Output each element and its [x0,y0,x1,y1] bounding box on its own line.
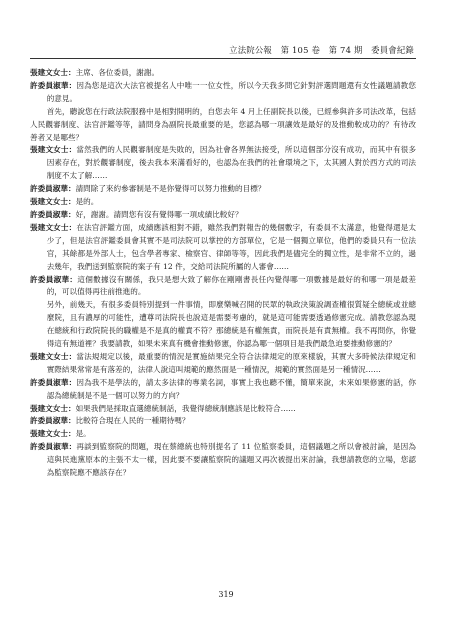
transcript-paragraph [30,441,416,480]
speaker-label: 張建文女士： [30,68,76,77]
speech-text: 在法官評鑑方面，成績應該相對不錯，雖然我們對報告的幾個數字，有委員不太滿意，他覺得還是太少了，但是法官評鑑委員會其實不是司法院可以掌控的方部單位，它是一個獨立單位，他們的委員只有一位法官，其餘都是外部人士，包含學者專家、檢察官、律師等等，因此我們是儘完全的獨立性，是非常不立的，過去幾年，我們送到監察院的案子有 12 件，交給司法院所屬的人審會…… [46,222,417,271]
transcript-paragraph [30,144,416,183]
transcript-paragraph [30,351,416,377]
transcript-paragraph [30,428,416,441]
speaker-label: 許委員淑華： [30,377,77,387]
transcript-paragraph [30,274,416,300]
speech-text: 是。 [75,429,91,439]
speech-text: 另外，前幾天，有很多委員特別提到一件事情，即麼樂喊召開的民眾的執政決策說調查權很質疑全總統或並總麼院，且有濃厚的可能性，遭尊司法院長也說這是需要考慮的，就是這可能需要透過修憲完成。請教您認為現在總統和行政院院長的職權是不是真的權責不符？那總統是有權無責，而院長是有責無權。我不再問你，你覺得這有無道裡？我要請教，如果未來真有機會推動修憲，你認為哪一個項目是我們最急迫要推動修憲的？ [46,300,416,349]
transcript-paragraph [30,183,416,196]
speech-text: 當法規規定以後，最重要的情況是實施結果完全符合法律規定的原來樣貌，其實大多時候法律規定和實際結果常常是有落差的，法律人說這叫規範的應然面是一種情況，規範的實然面是另一種情況…… [46,351,417,374]
speech-text: 這個數據沒有關係，我只是想大致了解你在剛剛書長任內覺得哪一項數據是最好的和哪一項是最差的，可以值得再往前推進的。 [46,274,417,297]
transcript-paragraph [30,209,416,222]
speaker-label: 許委員淑華： [30,209,76,219]
speaker-label: 許委員淑華： [30,274,78,284]
transcript-paragraph [30,415,416,428]
speaker-label: 許委員淑華： [30,416,76,426]
speech-text: 當然我們的人民觀審制度是失敗的，因為社會各界無法接受，所以這個部分沒有成功，而其中有很多因素存在，對於觀審制度，後去我本來滿看好的，也認為在我們的社會環境之下，太其國人對於西方式的司法制度不太了解…… [46,145,417,181]
speaker-label: 張建文女士： [30,197,76,207]
speech-text: 首先，聽說您在行政法院服務中是相對開明的，自您去年 4 月上任副院長以後，已經參與許多司法改革，包括人民觀審制度、法官評鑑等等，請問身為副院長最重要的是，您認為哪一項讓效是最好的及推動較成功的？有待改善者又是哪些？ [30,106,416,142]
header-rule [30,58,416,59]
running-head: 立法院公報 第 105 卷 第 74 期 委員會紀錄 [229,45,414,55]
speech-text: 主席、各位委員，謝謝。 [75,68,160,77]
speaker-label: 張建文女士： [30,222,77,232]
speech-text: 如果我們是採取直選總統制話，我覺得總統制應該是比較符合…… [75,403,296,413]
speaker-label: 張建文女士： [30,351,77,361]
speech-text: 好，謝謝。請問您有沒有覺得哪一項成績比較好？ [75,209,243,219]
speaker-label: 許委員淑華： [30,80,77,90]
transcript-paragraph [30,377,416,403]
page-number: 319 [218,590,234,599]
transcript-paragraph [30,67,416,80]
transcript-paragraph [30,106,416,145]
speech-text: 是的。 [75,197,99,207]
transcript-paragraph [30,222,416,274]
speech-text: 比較符合現在人民的一種期待嗎？ [75,416,190,426]
transcript-body [30,67,416,480]
speech-text: 請問除了來約參審制是不是你覺得可以努力推動的目標？ [75,184,266,194]
speech-text: 再談到監察院的問題，現在蔡總統也特別提名了 11 位監察委員，這個議題之所以會被討論，是因為這與民進黨原本的主張不太一樣，因此要不要讓監察院的議題又再次被提出來討論，我想請教您的立場，您認為監察院應不應該存在？ [46,442,416,478]
speaker-label: 張建文女士： [30,403,76,413]
speech-text: 因為我不是學法的，請太多法律的專業名詞，事實上我也聽不懂，簡單來說，未來如果修憲的話，你認為總統制是不是一個可以努力的方向？ [46,377,417,400]
speaker-label: 許委員淑華： [30,442,77,452]
transcript-paragraph [30,403,416,416]
transcript-paragraph [30,80,416,106]
speaker-label: 張建文女士： [30,429,76,439]
speaker-label: 許委員淑華： [30,184,76,194]
speaker-label: 張建文女士： [30,145,77,155]
transcript-paragraph [30,196,416,209]
transcript-paragraph [30,299,416,351]
speech-text: 因為您是這次大法官被提名人中唯一一位女性，所以今天我多問它針對評選問題還有女性議題請教您的意見。 [46,80,417,103]
